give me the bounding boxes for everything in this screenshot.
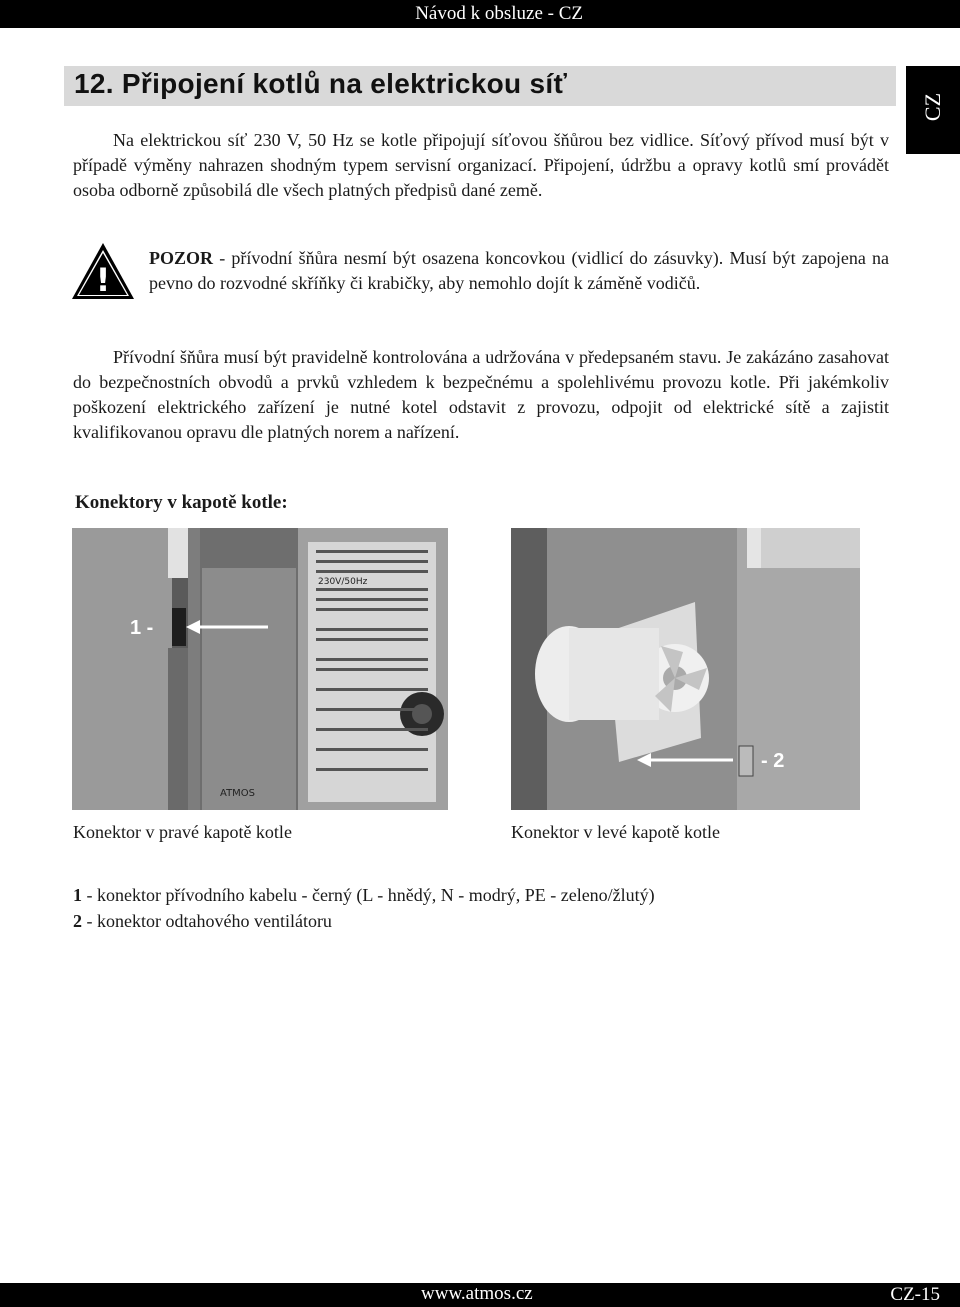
caption-left-hood: Konektor v levé kapotě kotle [511, 822, 720, 842]
photo1-label: 1 - [130, 617, 154, 639]
warning-paragraph [149, 246, 889, 296]
photo-left-hood-illustration [511, 528, 860, 810]
photo-right-hood-illustration [72, 528, 448, 810]
maintenance-paragraph [73, 345, 889, 445]
connector-legend [73, 882, 655, 934]
photo-right-hood-connector [72, 528, 448, 810]
svg-text:230V/50Hz: 230V/50Hz [318, 577, 368, 587]
intro-paragraph [73, 128, 889, 203]
warning-label: POZOR [149, 248, 214, 268]
section-title: 12. Připojení kotlů na elektrickou síť [74, 68, 568, 99]
legend-item-1: 1 - konektor přívodního kabelu - černý (L - hnědý, N - modrý, PE - zeleno/žlutý) [73, 885, 655, 905]
caption-right-hood: Konektor v pravé kapotě kotle [73, 822, 292, 842]
warning-triangle-icon [70, 241, 136, 301]
legend-item-2: 2 - konektor odtahového ventilátoru [73, 911, 332, 931]
intro-paragraph-line1: Na elektrickou síť 230 V, 50 Hz se kotle připojují síťovou šňůrou bez vidlice. Síťový přívod [113, 130, 804, 150]
footer-url[interactable]: www.atmos.cz [421, 1283, 533, 1304]
language-tab-label: CZ [920, 92, 945, 122]
maintenance-text: Přívodní šňůra musí být pravidelně kontrolována a udržována v předepsaném stavu. Je zakázáno zasahovat do bezpečnostních obvodů a prvků vzhledem k bezpečnému a spolehlivému provozu kotle. Při jakémkoliv poškození elektrického zařízení je nutné kotel odstavit z provozu, odpojit od elektrické sítě a zajistit kvalifikovanou opravu dle platných norem a nařízení. [73, 347, 889, 442]
header-title: Návod k obsluze - CZ [415, 3, 583, 24]
svg-text:ATMOS: ATMOS [220, 788, 256, 799]
section-title-bar [64, 66, 896, 106]
warning-text: - přívodní šňůra nesmí být osazena koncovkou (vidlicí do zásuvky). Musí být zapojena na pevno do rozvodné skříňky či krabičky, aby nemohlo dojít k záměně vodičů. [149, 248, 889, 293]
svg-text:!: ! [95, 261, 111, 299]
connectors-heading: Konektory v kapotě kotle: [75, 492, 288, 513]
footer-page-number: CZ-15 [890, 1284, 940, 1305]
language-tab [906, 66, 960, 154]
photo-left-hood-connector [511, 528, 860, 810]
intro-paragraph-rest: musí být v případě výměny nahrazen shodným typem servisní organizací. Připojení, údržbu a opravy kotlů smí provádět osoba odborně způsobilá dle všech platných předpisů dané země. [73, 130, 890, 200]
photo2-label: - 2 [761, 750, 785, 772]
